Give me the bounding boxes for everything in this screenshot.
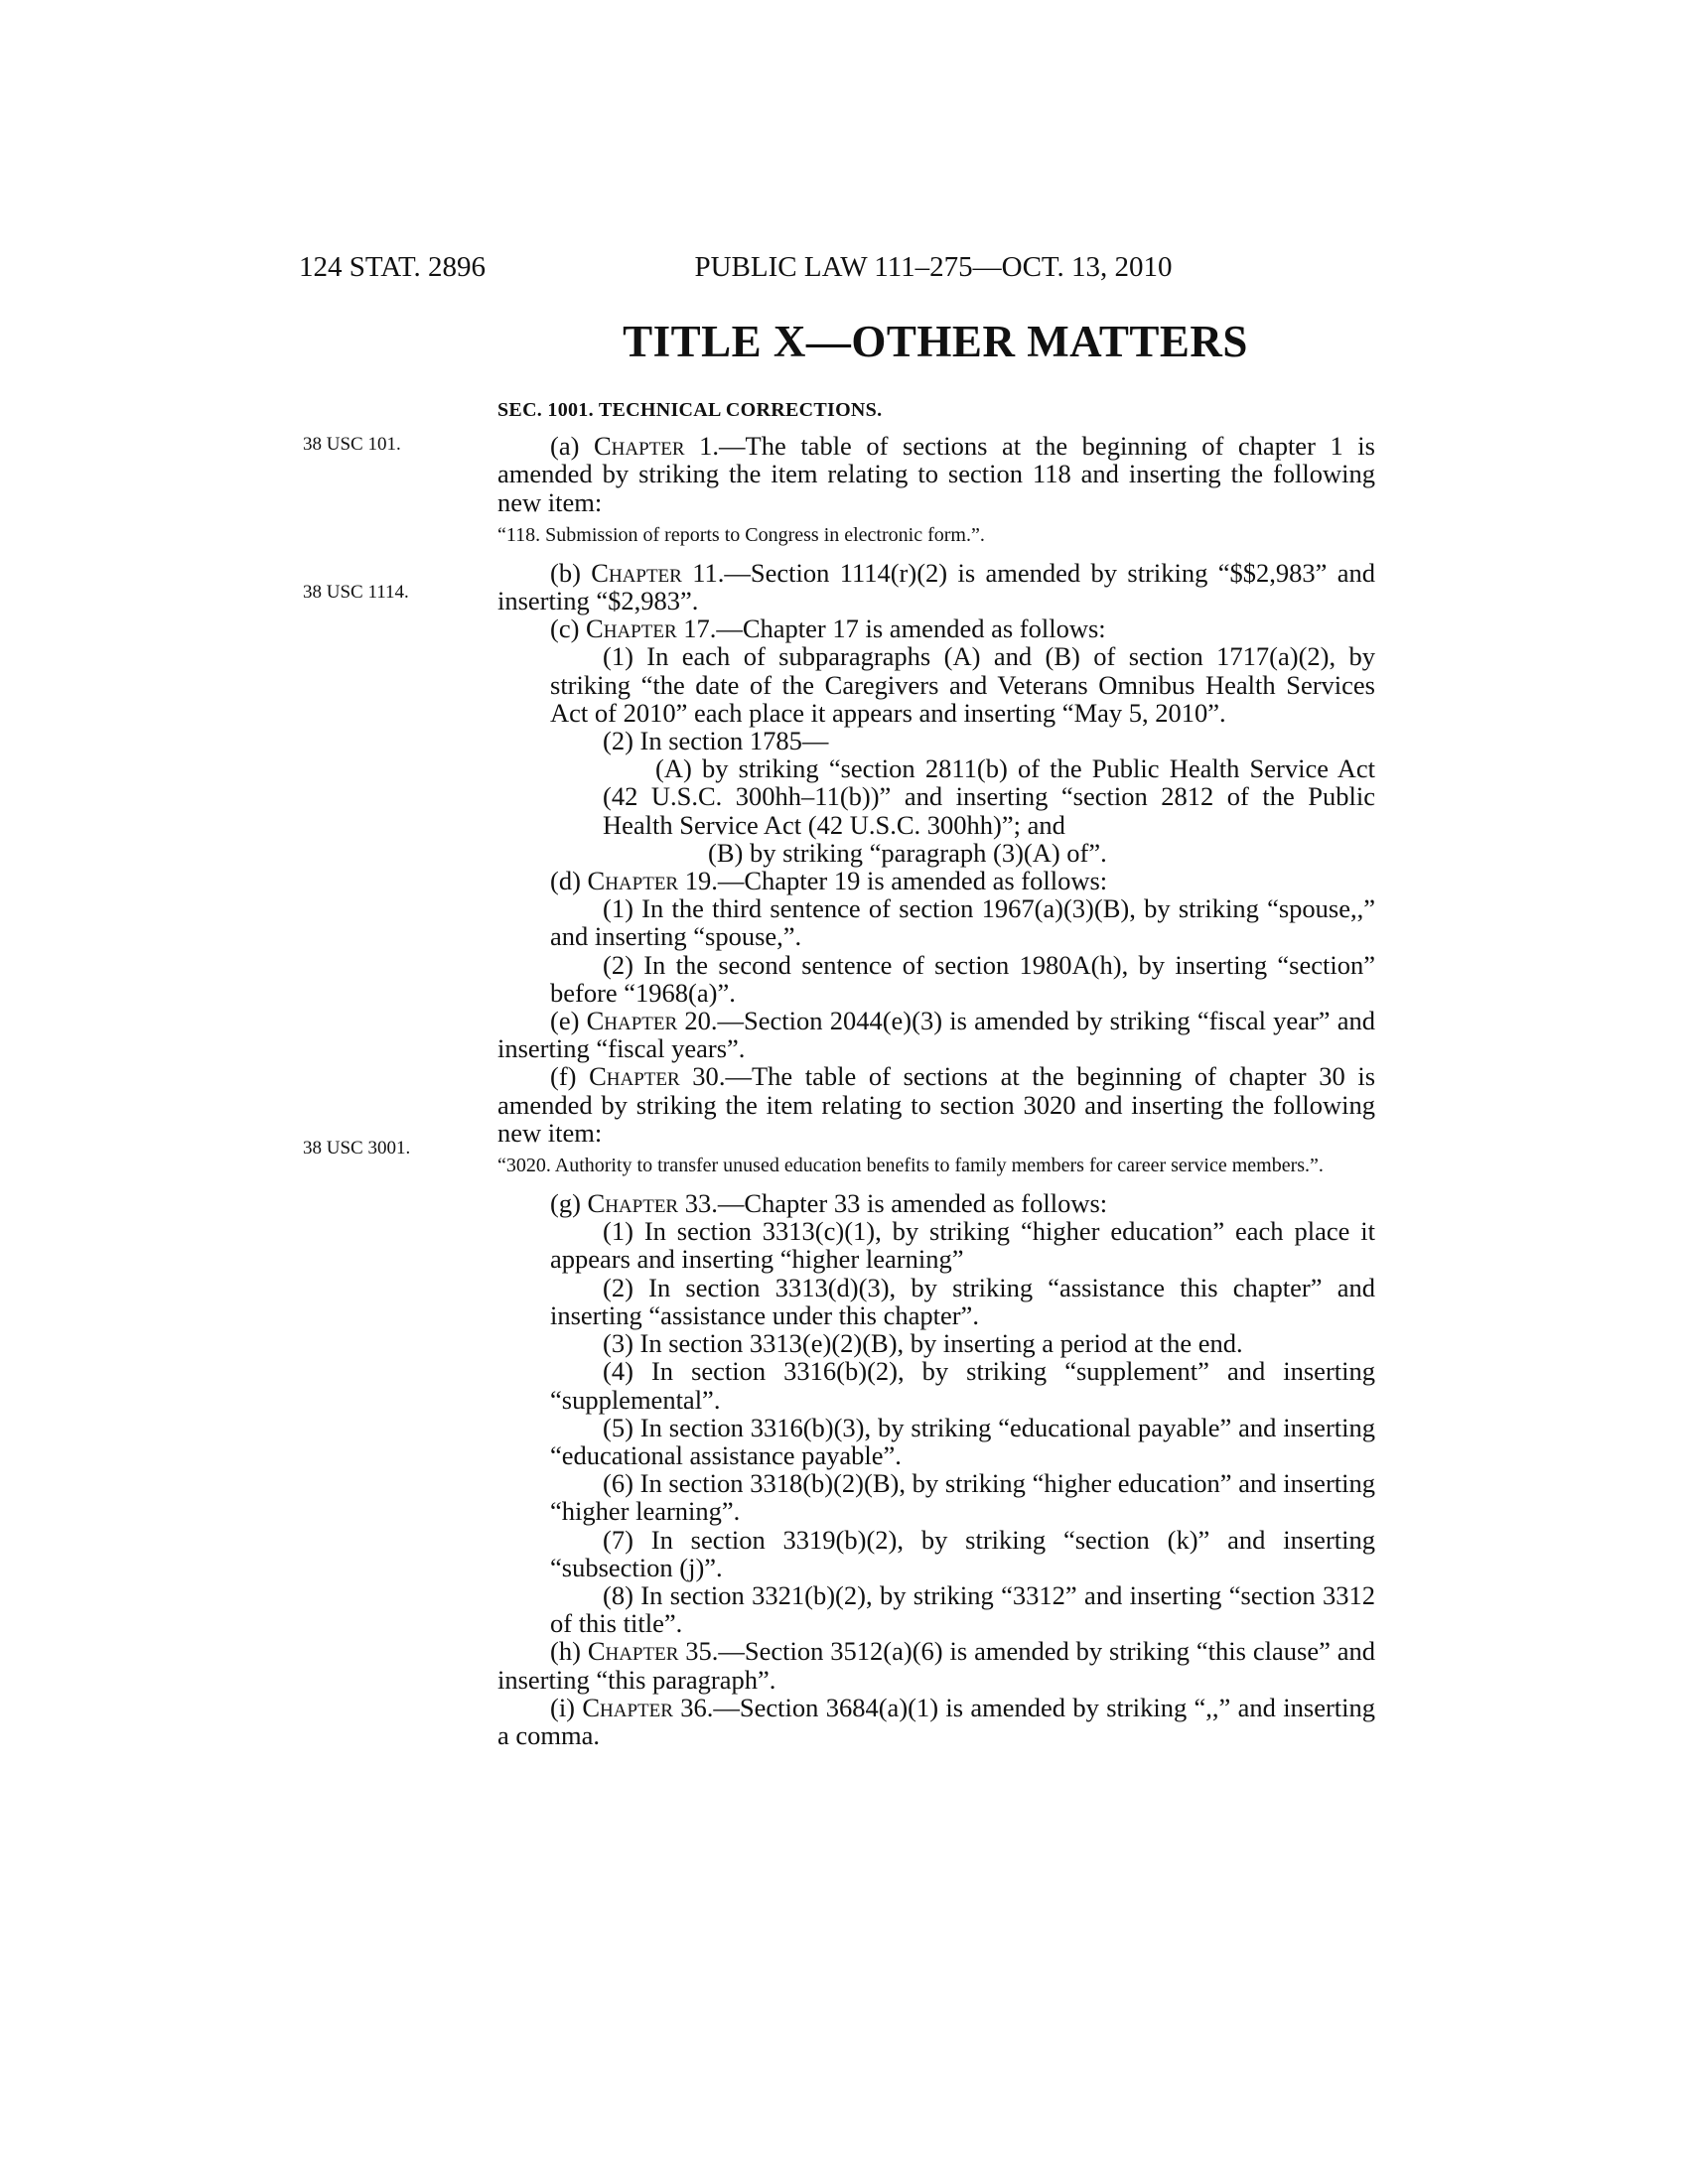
page-header	[0, 251, 1688, 287]
paragraph-c-1: (1) In each of subparagraphs (A) and (B) of section 1717(a)(2), by striking “the date of the Caregivers and Veterans Omnibus Health Services Act of 2010” each place it appears and inserting “May 5, 2010”.	[550, 641, 1375, 728]
paragraph-g-3: (3) In section 3313(e)(2)(B), by inserting a period at the end.	[603, 1328, 1243, 1359]
section-heading: SEC. 1001. TECHNICAL CORRECTIONS.	[497, 399, 883, 421]
paragraph-g-1: (1) In section 3313(c)(1), by striking “higher education” each place it appears and inserting “higher learning”	[550, 1216, 1375, 1275]
inserted-item-3020: “3020. Authority to transfer unused education benefits to family members for career service members.”.	[497, 1155, 1324, 1177]
paragraph-c: (c) Chapter 17.—Chapter 17 is amended as follows:	[550, 614, 1106, 644]
statute-page-reference: 124 STAT. 2896	[299, 251, 487, 283]
paragraph-g-2: (2) In section 3313(d)(3), by striking “assistance this chapter” and inserting “assistance under this chapter”.	[550, 1272, 1375, 1330]
margin-note-usc-3001: 38 USC 3001.	[303, 1138, 411, 1159]
public-law-reference: PUBLIC LAW 111–275—OCT. 13, 2010	[694, 251, 1173, 283]
paragraph-f: (f) Chapter 30.—The table of sections at the beginning of chapter 30 is amended by striking the item relating to section 3020 and inserting the following new item:	[497, 1061, 1376, 1148]
margin-note-usc-1114: 38 USC 1114.	[303, 582, 409, 603]
paragraph-i: (i) Chapter 36.—Section 3684(a)(1) is amended by striking “,,” and inserting a comma.	[497, 1692, 1376, 1750]
paragraph-g-8: (8) In section 3321(b)(2), by striking “3312” and inserting “section 3312 of this title”.	[550, 1579, 1375, 1639]
paragraph-h: (h) Chapter 35.—Section 3512(a)(6) is amended by striking “this clause” and inserting “this paragraph”.	[497, 1636, 1376, 1695]
paragraph-c-2-b: (B) by striking “paragraph (3)(A) of”.	[708, 837, 1107, 868]
paragraph-g-5: (5) In section 3316(b)(3), by striking “educational payable” and inserting “educational assistance payable”.	[550, 1412, 1375, 1470]
paragraph-e: (e) Chapter 20.—Section 2044(e)(3) is amended by striking “fiscal year” and inserting “fiscal years”.	[497, 1006, 1375, 1064]
paragraph-g-7: (7) In section 3319(b)(2), by striking “section (k)” and inserting “subsection (j)”.	[550, 1524, 1375, 1582]
paragraph-d-2: (2) In the second sentence of section 1980A(h), by inserting “section” before “1968(a)”.	[550, 949, 1375, 1008]
paragraph-g-6: (6) In section 3318(b)(2)(B), by striking “higher education” and inserting “higher learning”.	[550, 1468, 1375, 1527]
inserted-item-118: “118. Submission of reports to Congress in electronic form.”.	[497, 523, 985, 546]
paragraph-c-2: (2) In section 1785—	[603, 726, 829, 756]
title-heading: TITLE X—OTHER MATTERS	[623, 317, 1248, 366]
paragraph-d-1: (1) In the third sentence of section 1967(a)(3)(B), by striking “spouse,,” and inserting “spouse,”.	[550, 893, 1375, 952]
paragraph-b: (b) Chapter 11.—Section 1114(r)(2) is amended by striking “$$2,983” and inserting “$2,983”.	[497, 557, 1375, 616]
paragraph-a: (a) Chapter 1.—The table of sections at the beginning of chapter 1 is amended by striking the item relating to section 118 and inserting the following new item:	[497, 431, 1375, 517]
margin-note-usc-101: 38 USC 101.	[303, 434, 401, 455]
paragraph-g: (g) Chapter 33.—Chapter 33 is amended as follows:	[550, 1188, 1108, 1219]
paragraph-c-2-a: (A) by striking “section 2811(b) of the Public Health Service Act (42 U.S.C. 300hh–11(b))” and inserting “section 2812 of the Public Health Service Act (42 U.S.C. 300hh)”; and	[603, 753, 1375, 840]
paragraph-g-4: (4) In section 3316(b)(2), by striking “supplement” and inserting “supplemental”.	[550, 1356, 1375, 1415]
document-body	[497, 396, 1375, 1749]
paragraph-d: (d) Chapter 19.—Chapter 19 is amended as follows:	[550, 866, 1108, 896]
